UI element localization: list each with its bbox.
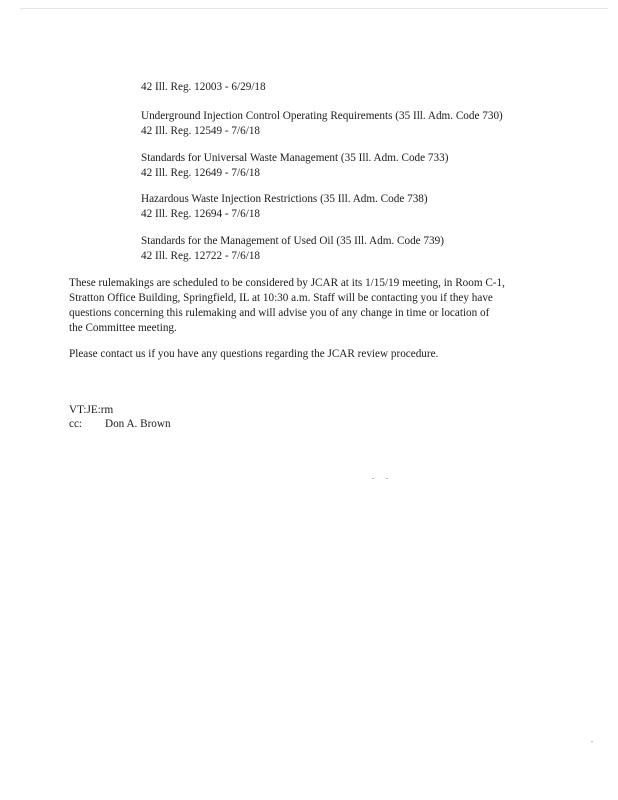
rule-title: Standards for Universal Waste Management (35 Ill. Adm. Code 733) <box>141 152 449 164</box>
paragraph-line: the Committee meeting. <box>69 322 177 334</box>
paragraph-line: questions concerning this rulemaking and will advise you of any change in time or location of <box>69 307 490 319</box>
paragraph-line: These rulemakings are scheduled to be considered by JCAR at its 1/15/19 meeting, in Room C-1, <box>69 277 505 289</box>
cc-label: cc: <box>69 418 83 430</box>
rule-citation: 42 Ill. Reg. 12722 - 7/6/18 <box>141 250 261 262</box>
cc-recipient: Don A. Brown <box>105 418 171 430</box>
scan-speck <box>372 478 374 479</box>
scan-speck <box>386 478 388 479</box>
reference-initials: VT:JE:rm <box>69 404 114 416</box>
rule-citation: 42 Ill. Reg. 12003 - 6/29/18 <box>141 81 266 93</box>
contact-paragraph: Please contact us if you have any questions regarding the JCAR review procedure. <box>69 348 439 360</box>
rule-citation: 42 Ill. Reg. 12649 - 7/6/18 <box>141 167 261 179</box>
rule-citation: 42 Ill. Reg. 12549 - 7/6/18 <box>141 125 261 137</box>
rule-title: Underground Injection Control Operating Requirements (35 Ill. Adm. Code 730) <box>141 110 503 122</box>
scan-speck <box>591 741 593 742</box>
paragraph-line: Stratton Office Building, Springfield, IL at 10:30 a.m. Staff will be contacting you if they have <box>69 292 493 304</box>
rule-title: Hazardous Waste Injection Restrictions (35 Ill. Adm. Code 738) <box>141 193 428 205</box>
rule-title: Standards for the Management of Used Oil (35 Ill. Adm. Code 739) <box>141 235 444 247</box>
rule-citation: 42 Ill. Reg. 12694 - 7/6/18 <box>141 208 261 220</box>
scan-edge <box>20 8 608 9</box>
